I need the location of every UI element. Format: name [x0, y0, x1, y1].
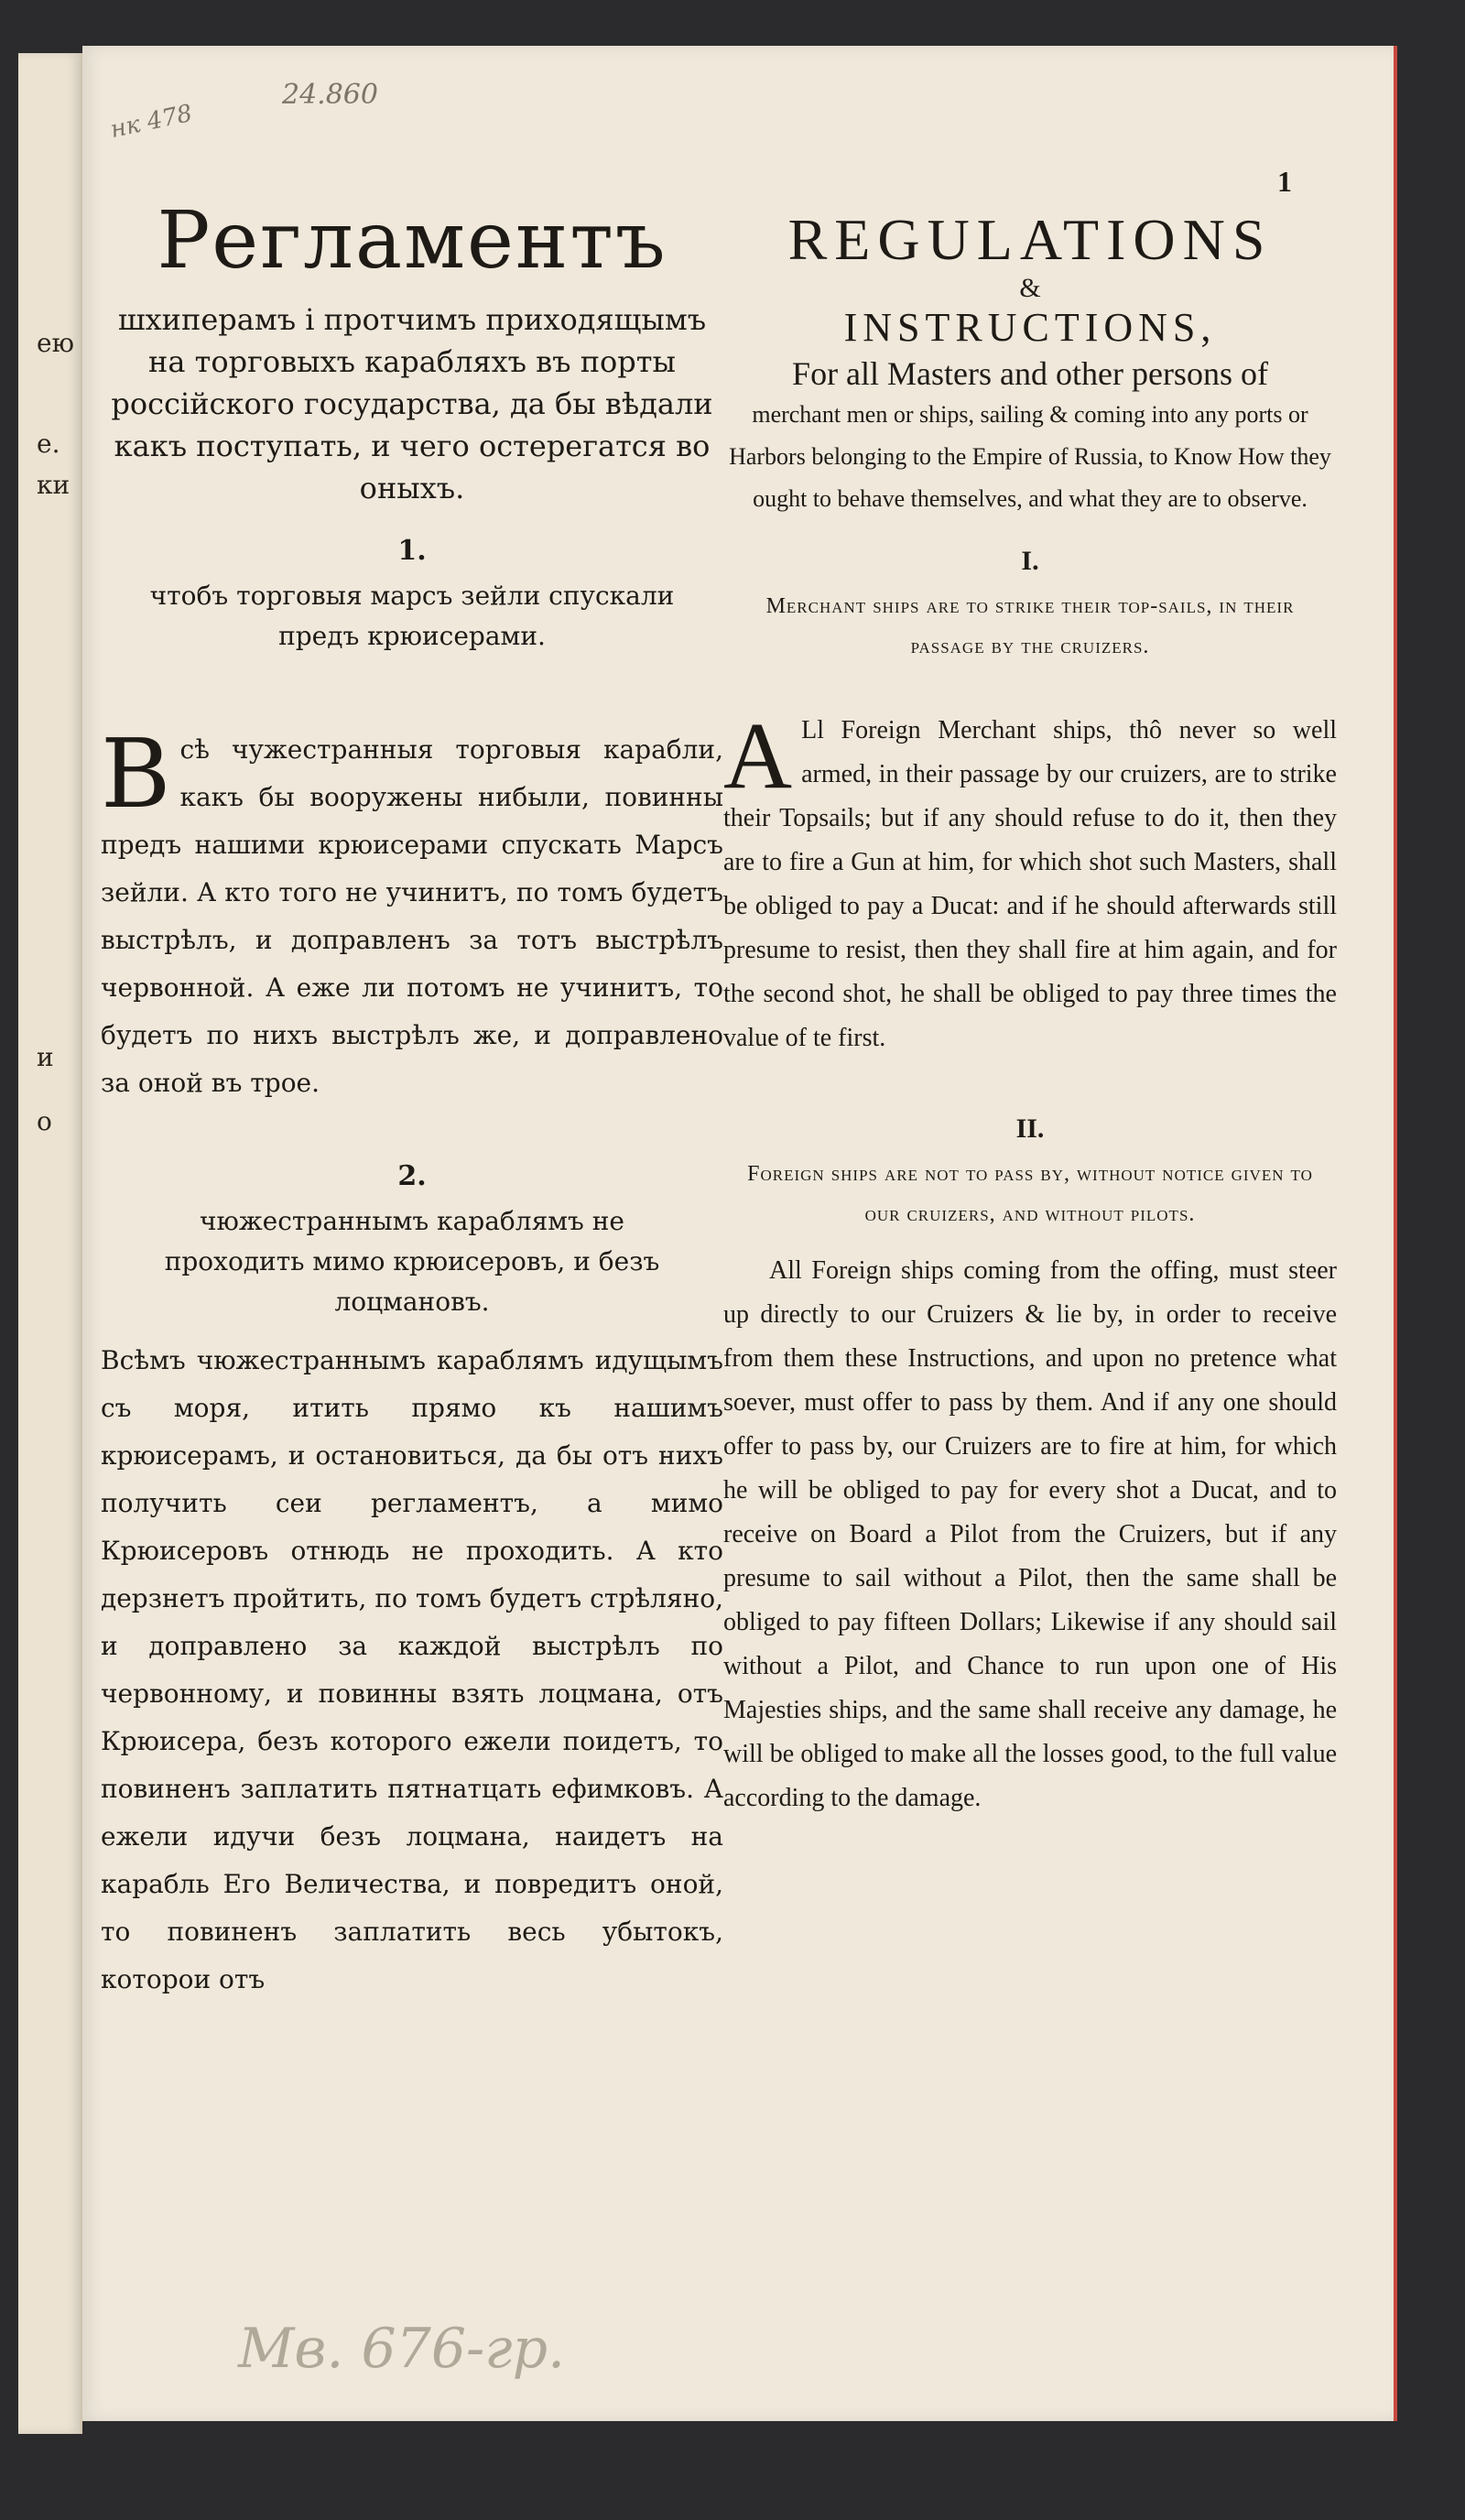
handwritten-catalog-number: 24.860: [282, 79, 378, 111]
section-body: [101, 718, 723, 1107]
section-heading: чтобъ торговыя марсъ зейли спускали предъ крюисерами.: [149, 581, 675, 651]
section-heading: Foreign ships are not to pass by, without notice given to our cruizers, and without pilots.: [747, 1162, 1313, 1226]
margin-fragment: е.: [37, 429, 60, 459]
russian-title: Регламентъ: [157, 195, 667, 287]
section-heading: чюжестраннымъ караблямъ не проходить мимо крюисеровъ, и безъ лоцмановъ.: [164, 1206, 660, 1317]
drop-cap: A: [723, 703, 793, 809]
section-text: Ll Foreign Merchant ships, thô never so well armed, in their passage by our cruizers, are to strike their Topsails; but if any should refuse to do it, then they are to fire a Gun at him, for which shot such Masters, shall be obliged to pay a Ducat: and if he should afterwards still presume to resist, then they shall fire at him again, and for the second shot, he shall be obliged to pay three times the value of te first.: [723, 716, 1337, 1052]
previous-page-edge: [18, 53, 82, 2434]
russian-subtitle: шхиперамъ і протчимъ приходящымъ на торговыхъ карабляхъ въ порты россiйского государства, да бы вѣдали какъ поступать, и чего остерегатся во оныхъ.: [111, 302, 713, 505]
section-body: Всѣмъ чюжестраннымъ караблямъ идущымъ съ моря, итить прямо къ нашимъ крюисерамъ, и остановиться, да бы отъ нихъ получить сеи регламентъ, а мимо Крюисеровъ отнюдь не проходить. А кто дерзнетъ пройтить, по томъ будетъ стрѣляно, и доправлено за каждой выстрѣлъ по червонному, и повинны взять лоцмана, отъ Крюисера, безъ которого ежели поидетъ, то повиненъ заплатить пятнатцать ефимковъ. А ежели идучи безъ лоцмана, наидетъ на карабль Его Величества, и повредитъ оной, то повиненъ заплатить весь убытокъ, которои отъ: [101, 1345, 723, 1994]
margin-fragment: ею: [37, 328, 74, 358]
ampersand: &: [1019, 273, 1041, 303]
section-text: сѣ чужестранныя торговыя карабли, какъ бы вооружены нибыли, повинны предъ нашими крюисерами спускать Марсъ зейли. А кто того не учинитъ, по томъ будетъ выстрѣлъ, и доправленъ за тотъ выстрѣлъ червонной. А еже ли потомъ не учинитъ, то будетъ по нихъ выстрѣлъ же, и доправлено за оной въ трое.: [101, 734, 723, 1098]
margin-fragment: и: [37, 1042, 54, 1072]
section-body: [723, 703, 1337, 1060]
drop-cap: В: [101, 718, 171, 830]
section-heading: Merchant ships are to strike their top-sails, in their passage by the cruizers.: [765, 594, 1295, 658]
section-number: II.: [1015, 1113, 1045, 1144]
english-column: [723, 207, 1337, 1820]
section-number: 1.: [397, 535, 427, 567]
section-body: All Foreign ships coming from the offing, must steer up directly to our Cruizers & lie by, in order to receive from them these Instructions, and upon no pretence what soever, must offer to pass by them. And if any one should offer to pass by, our Cruizers are to fire at him, for which he will be obliged to pay for every shot a Ducat, and to receive on Board a Pilot from the Cruizers, but if any presume to sail without a Pilot, then the same shall be obliged to pay fifteen Dollars; Likewise if any should sail without a Pilot, and Chance to run upon one of His Majesties ships, and the same shall receive any damage, he will be obliged to make all the losses good, to the full value according to the damage.: [723, 1256, 1337, 1812]
english-title-2: INSTRUCTIONS,: [843, 305, 1217, 350]
page-number: 1: [1277, 165, 1292, 198]
section-number: I.: [1021, 546, 1039, 576]
english-title: REGULATIONS: [787, 207, 1273, 272]
english-subtitle: merchant men or ships, sailing & coming into any ports or Harbors belonging to the Empire of Russia, to Know How they ought to behave themselves, and what they are to observe.: [729, 401, 1331, 512]
document-page: [82, 46, 1397, 2421]
margin-fragment: ки: [37, 470, 71, 500]
section-number: 2.: [397, 1160, 427, 1192]
handwritten-note: нк 478: [107, 99, 195, 145]
handwritten-shelfmark: Мв. 676-гр.: [238, 2317, 566, 2381]
english-subtitle-lead: For all Masters and other persons of: [792, 355, 1268, 392]
margin-fragment: о: [37, 1106, 52, 1136]
russian-column: [101, 195, 723, 2004]
